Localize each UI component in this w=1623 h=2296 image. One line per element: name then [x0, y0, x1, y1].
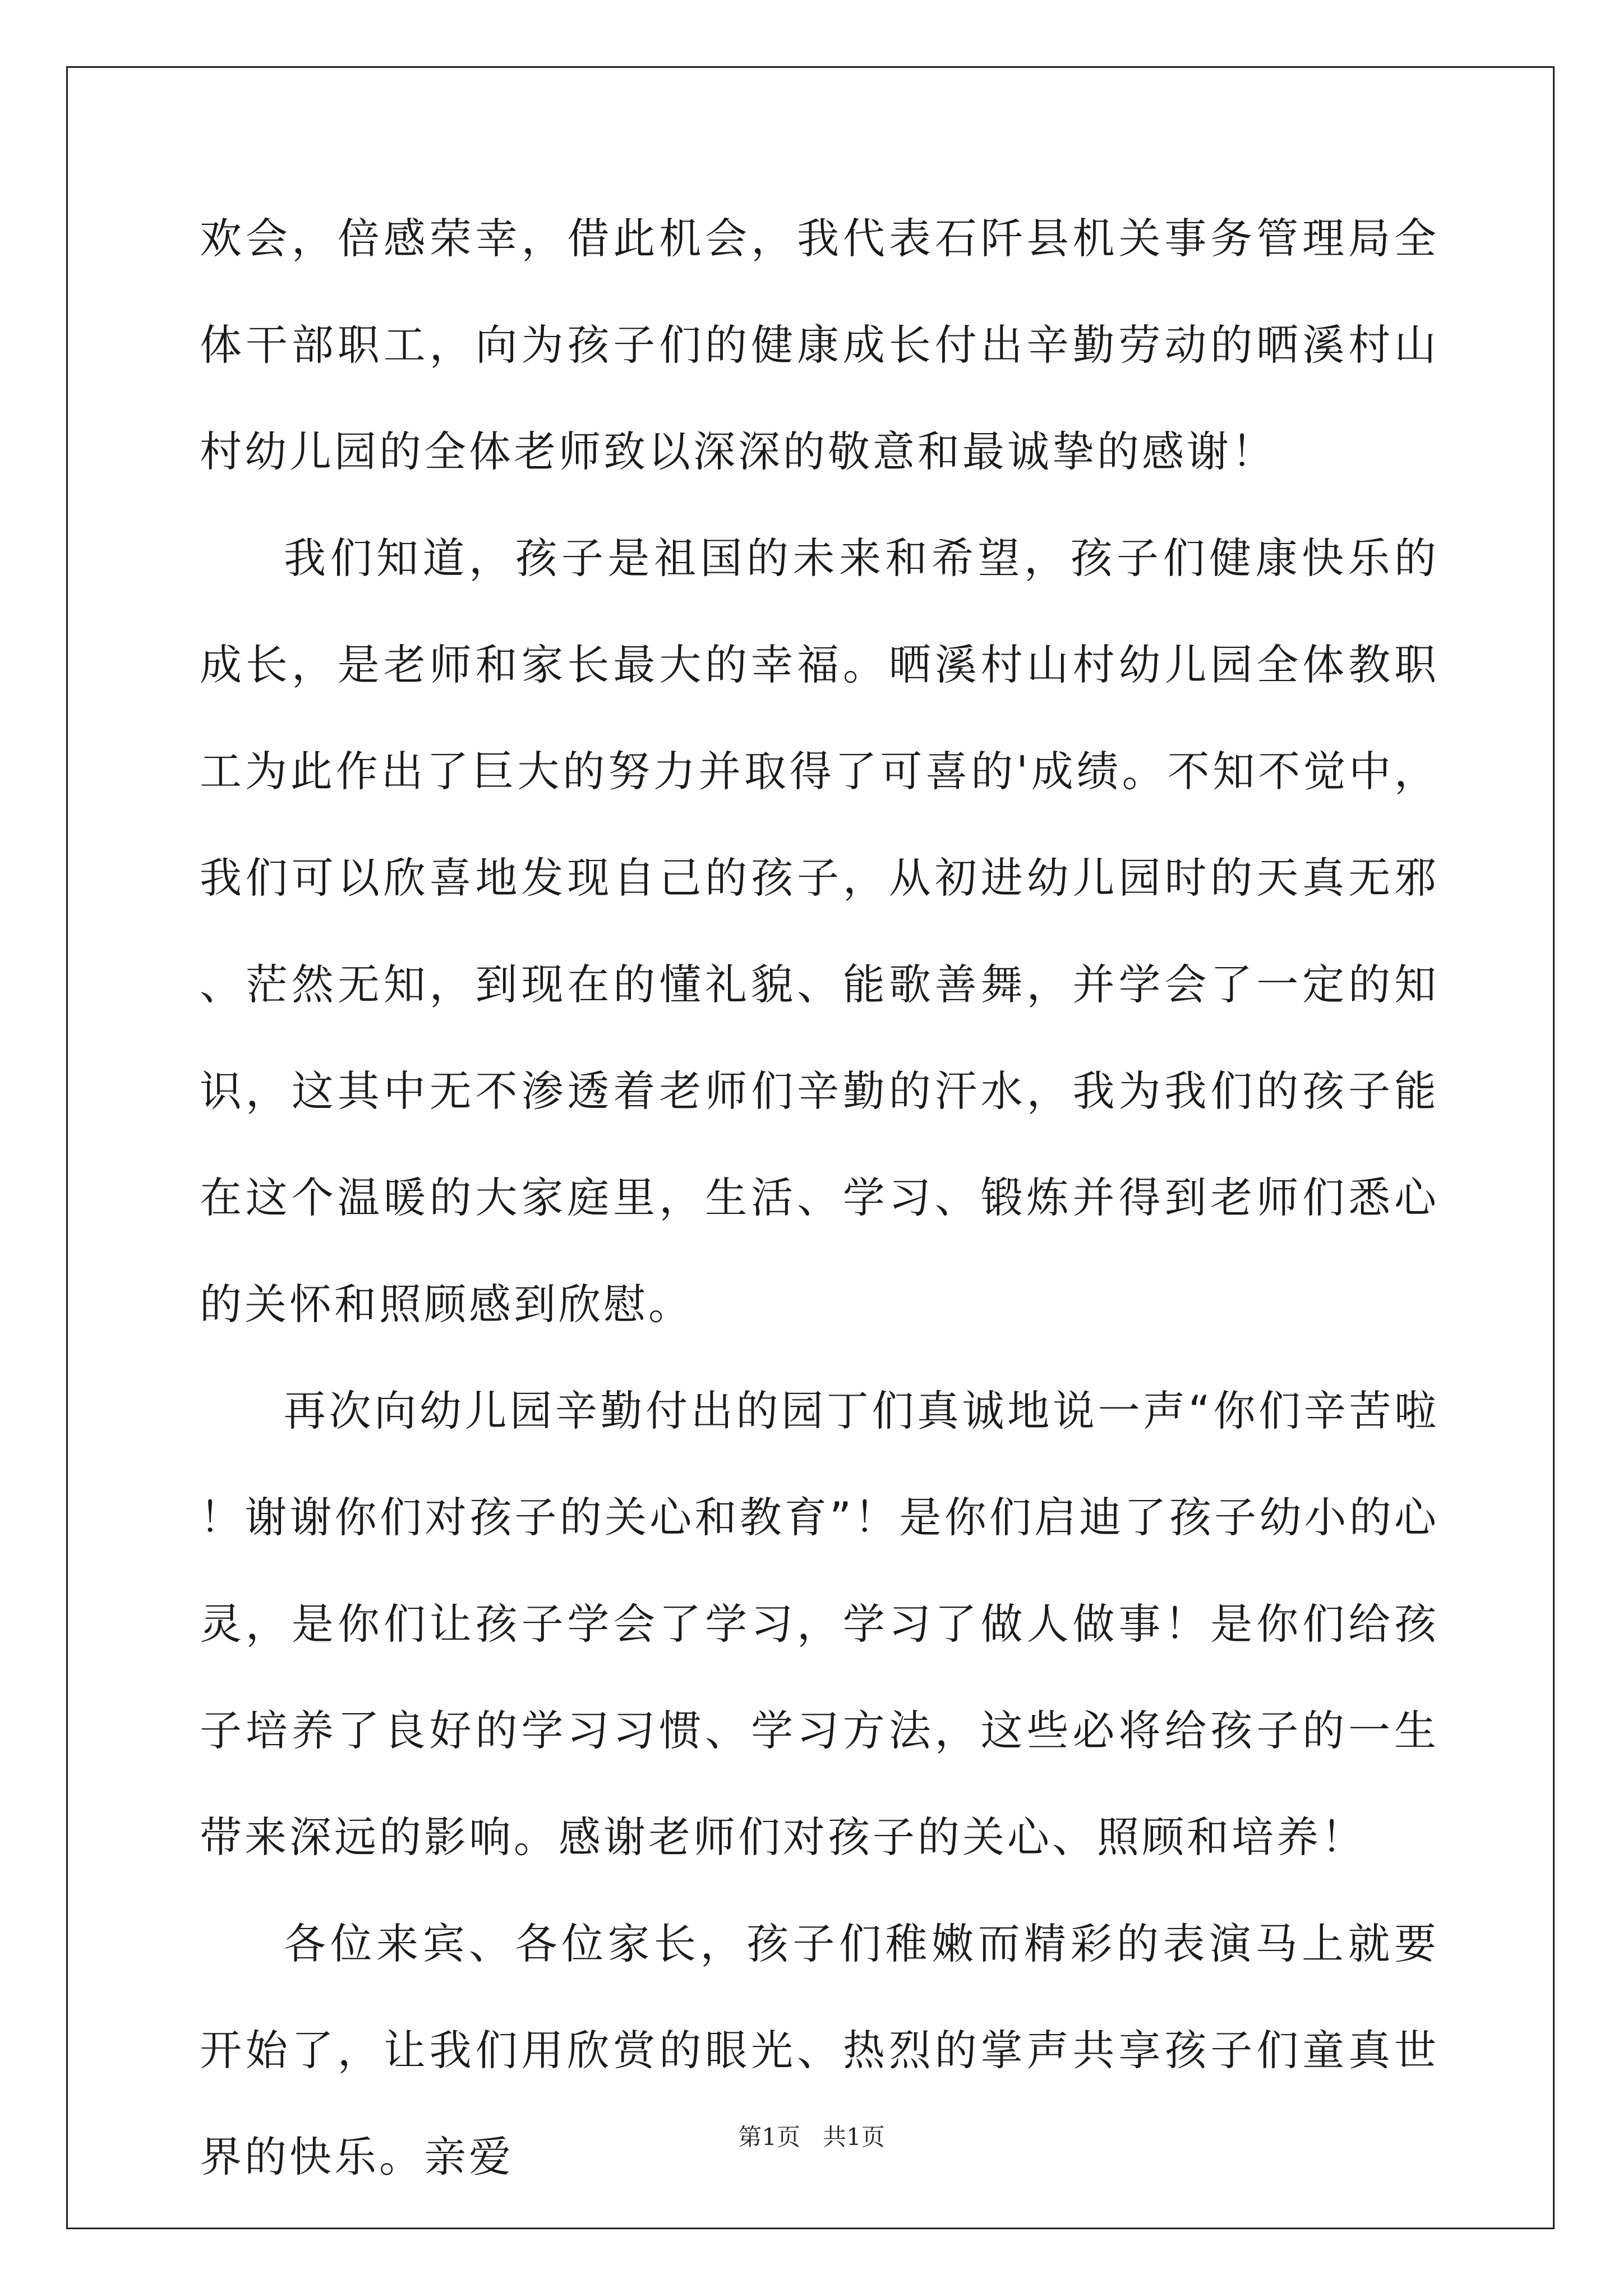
paragraph-1: 欢会，倍感荣幸，借此机会，我代表石阡县机关事务管理局全体干部职工，向为孩子们的健康成长付出辛勤劳动的晒溪村山村幼儿园的全体老师致以深深的敬意和最诚挚的感谢！ — [200, 214, 1439, 476]
paragraph-2: 我们知道，孩子是祖国的未来和希望，孩子们健康快乐的成长，是老师和家长最大的幸福。晒溪村山村幼儿园全体教职工为此作出了巨大的努力并取得了可喜的'成绩。不知不觉中，我们可以欣喜地发现自己的孩子，从初进幼儿园时的天真无邪、茫然无知，到现在的懂礼貌、能歌善舞，并学会了一定的知识，这其中无不渗透着老师们辛勤的汗水，我为我们的孩子能在这个温暖的大家庭里，生活、学习、锻炼并得到老师们悉心的关怀和照顾感到欣慰。 — [200, 533, 1439, 1329]
paragraph-4: 各位来宾、各位家长，孩子们稚嫩而精彩的表演马上就要开始了，让我们用欣赏的眼光、热烈的掌声共享孩子们童真世界的快乐。亲爱 — [200, 1919, 1439, 2182]
page-footer — [0, 2120, 1623, 2154]
paragraph-3: 再次向幼儿园辛勤付出的园丁们真诚地说一声“你们辛苦啦！谢谢你们对孩子的关心和教育”！是你们启迪了孩子幼小的心灵，是你们让孩子学会了学习，学习了做人做事！是你们给孩子培养了良好的学习习惯、学习方法，这些必将给孩子的一生带来深远的影响。感谢老师们对孩子的关心、照顾和培养！ — [200, 1386, 1439, 1862]
page-total: 共1页 — [823, 2123, 885, 2151]
page-number: 第1页 — [738, 2123, 800, 2151]
document-body — [200, 185, 1439, 2210]
